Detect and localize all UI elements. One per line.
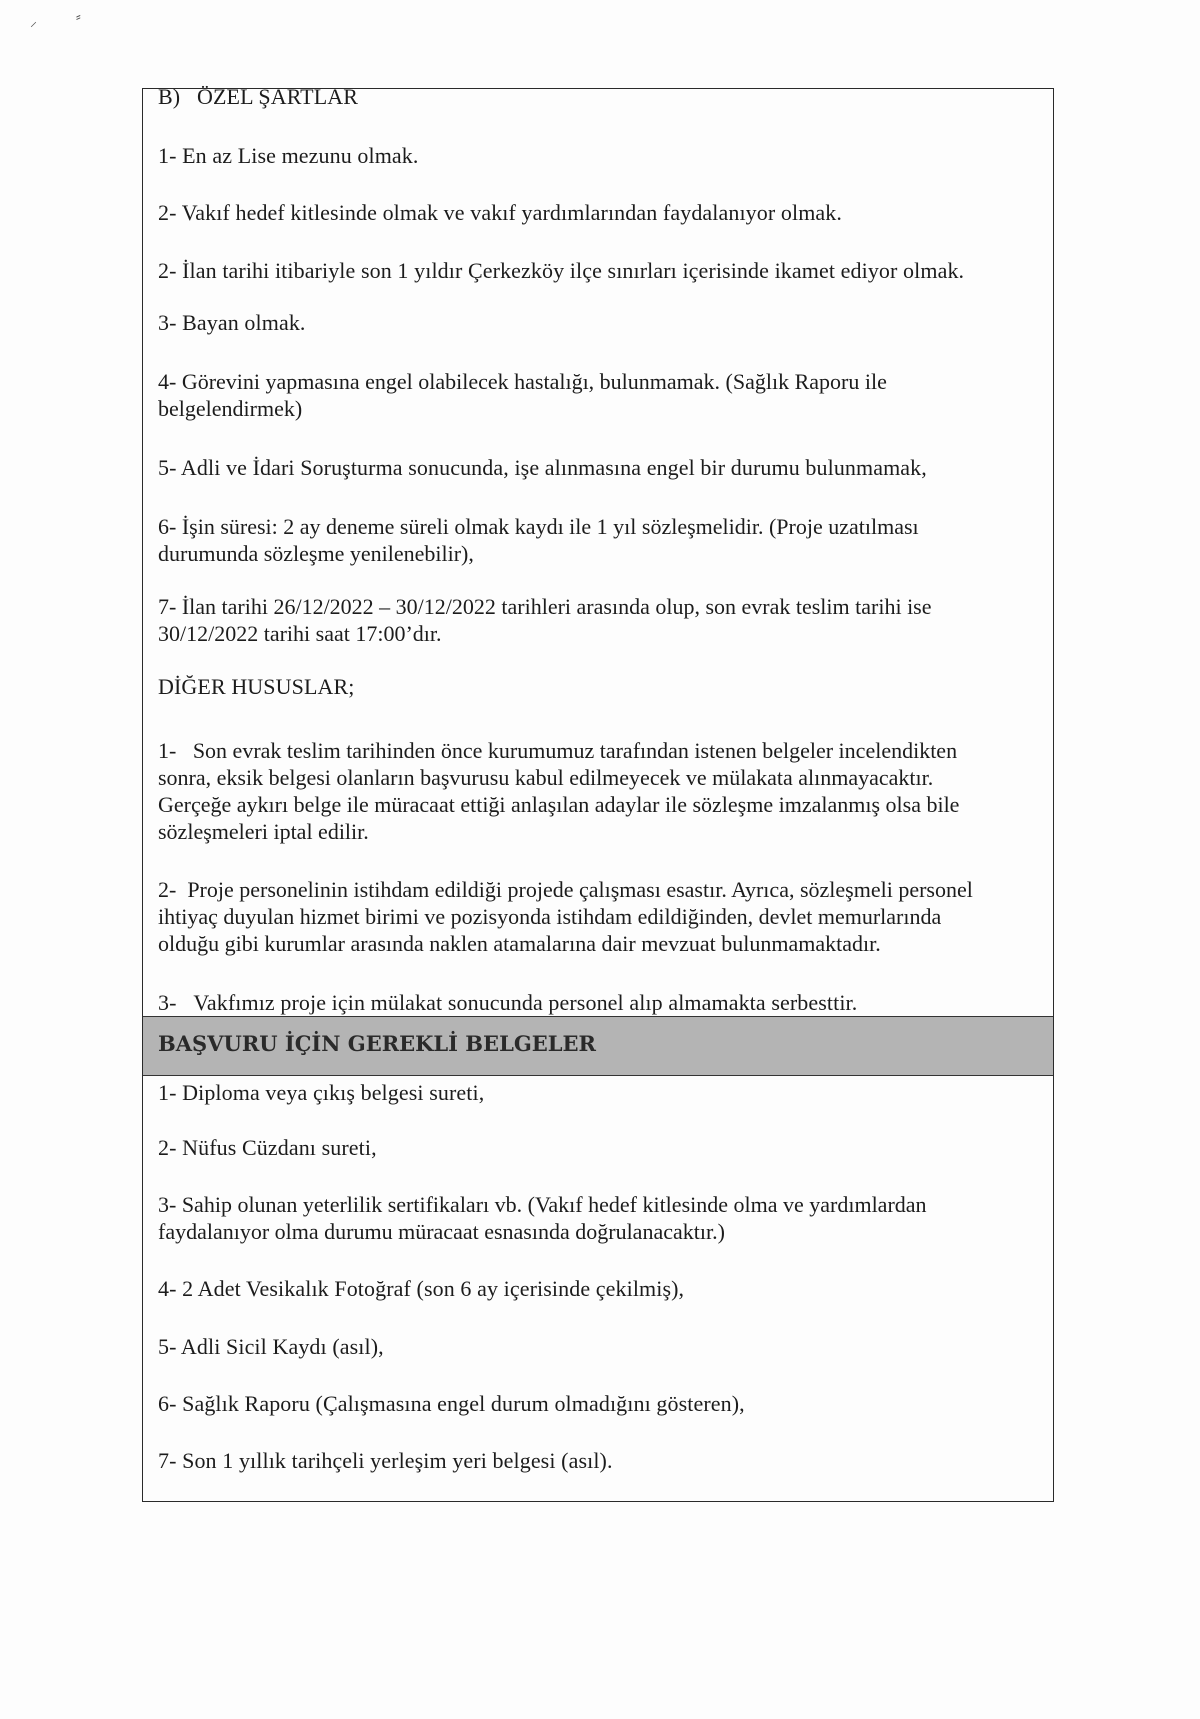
section-b-item: 7- İlan tarihi 26/12/2022 – 30/12/2022 tarihleri arasında olup, son evrak teslim tarihi ise 30/12/2022 tarihi saat 17:00’dır. (158, 594, 932, 646)
required-document-item: 5- Adli Sicil Kaydı (asıl), (158, 1334, 384, 1359)
section-b-heading: B) ÖZEL ŞARTLAR (158, 84, 359, 109)
section-b-item: 5- Adli ve İdari Soruşturma sonucunda, işe alınmasına engel bir durumu bulunmamak, (158, 455, 927, 480)
required-document-item: 4- 2 Adet Vesikalık Fotoğraf (son 6 ay içerisinde çekilmiş), (158, 1276, 685, 1301)
other-matters-item: 1- Son evrak teslim tarihinden önce kurumumuz tarafından istenen belgeler incelendikten sonra, eksik belgesi olanların başvurusu kabul edilmeyecek ve mülakata alınmayacaktır. Gerçeğe aykırı belge ile müracaat ettiği anlaşılan adaylar ile sözleşme imzalanmış olsa bile sözleşmeleri iptal edilir. (158, 738, 960, 844)
other-matters-heading: DİĞER HUSUSLAR; (158, 674, 355, 699)
section-b-item: 4- Görevini yapmasına engel olabilecek hastalığı, bulunmamak. (Sağlık Raporu ile belgelendirmek) (158, 369, 887, 421)
section-b-item: 6- İşin süresi: 2 ay deneme süreli olmak kaydı ile 1 yıl sözleşmelidir. (Proje uzatılması durumunda sözleşme yenilenebilir), (158, 514, 919, 566)
required-document-item: 3- Sahip olunan yeterlilik sertifikaları vb. (Vakıf hedef kitlesinde olma ve yardımlardan faydalanıyor olma durumu müracaat esnasında doğrulanacaktır.) (158, 1192, 927, 1244)
required-document-item: 1- Diploma veya çıkış belgesi sureti, (158, 1080, 485, 1105)
required-document-item: 7- Son 1 yıllık tarihçeli yerleşim yeri belgesi (asıl). (158, 1448, 613, 1473)
section-b-item: 2- Vakıf hedef kitlesinde olmak ve vakıf yardımlarından faydalanıyor olmak. (158, 200, 842, 225)
section-b-item: 3- Bayan olmak. (158, 310, 306, 335)
required-documents-heading: BAŞVURU İÇİN GEREKLİ BELGELER (158, 1031, 596, 1056)
required-document-item: 2- Nüfus Cüzdanı sureti, (158, 1135, 377, 1160)
scan-mark: ⸝ (30, 14, 37, 30)
scan-mark: ⸗ (76, 9, 81, 25)
section-b-item: 1- En az Lise mezunu olmak. (158, 143, 419, 168)
other-matters-item: 2- Proje personelinin istihdam edildiği projede çalışması esastır. Ayrıca, sözleşmeli personel ihtiyaç duyulan hizmet birimi ve pozisyonda istihdam edildiğinden, devlet memurlarında olduğu gibi kurumlar arasında naklen atamalarına dair mevzuat bulunmamaktadır. (158, 877, 973, 956)
other-matters-item: 3- Vakfımız proje için mülakat sonucunda personel alıp almamakta serbesttir. (158, 990, 858, 1015)
section-b-item: 2- İlan tarihi itibariyle son 1 yıldır Çerkezköy ilçe sınırları içerisinde ikamet ediyor olmak. (158, 258, 965, 283)
required-document-item: 6- Sağlık Raporu (Çalışmasına engel durum olmadığını gösteren), (158, 1391, 745, 1416)
